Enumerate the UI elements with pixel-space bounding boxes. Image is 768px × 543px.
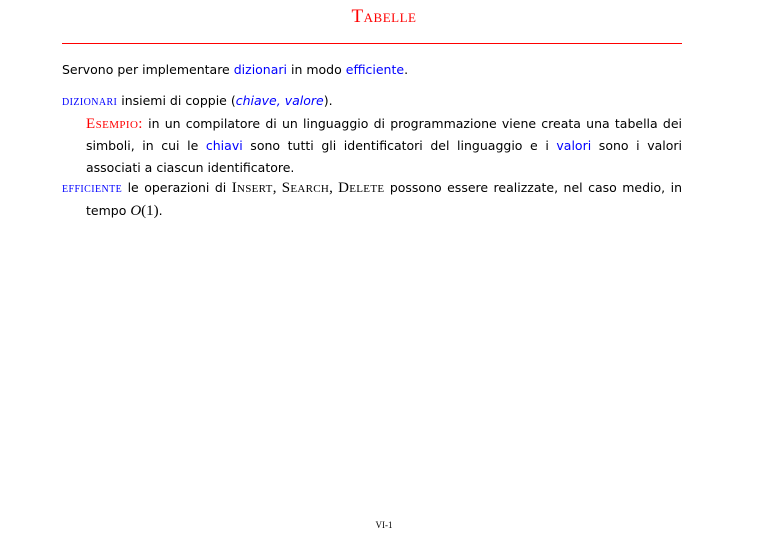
efficiente-text-2: possono essere realizzate, nel caso medio, in tempo — [86, 180, 682, 218]
delete-operation: Delete — [338, 180, 385, 196]
dizionari-entry — [62, 90, 682, 179]
page-number: VI-1 — [375, 520, 393, 530]
slide-title: Tabelle — [351, 6, 417, 27]
intro-text-2: in modo — [287, 62, 346, 77]
example-text-2: sono tutti gli identificatori del linguaggio e i — [242, 138, 557, 153]
efficiente-term: efficiente — [62, 181, 123, 196]
complexity-expression — [130, 203, 158, 219]
efficiente-link: efficiente — [345, 62, 405, 77]
intro-paragraph — [62, 59, 682, 81]
chiavi-link: chiavi — [205, 138, 243, 153]
example-text-1: in un compilatore di un linguaggio di programmazione viene creata una tabella dei simboli, in cui le — [86, 116, 682, 153]
operation-separator-2: , — [329, 180, 339, 196]
intro-text-1: Servono per implementare — [62, 62, 234, 77]
complexity-o: O — [130, 203, 142, 219]
operation-separator-1: , — [272, 180, 282, 196]
example-label: Esempio: — [86, 116, 143, 132]
pair-comma: , — [276, 93, 285, 108]
dizionari-definition-text-2: ). — [323, 93, 333, 108]
dizionari-link: dizionari — [233, 62, 288, 77]
search-operation: Search — [281, 180, 330, 196]
valori-link: valori — [556, 138, 592, 153]
dizionari-term: dizionari — [62, 94, 118, 109]
intro-text-3: . — [404, 62, 409, 77]
example-text-3: sono i valori associati a ciascun identificatore. — [86, 138, 682, 175]
efficiente-entry — [62, 177, 682, 222]
dizionari-definition-text-1: insiemi di coppie ( — [117, 93, 236, 108]
efficiente-text-1: le operazioni di — [122, 180, 232, 195]
title-divider — [62, 43, 682, 44]
insert-operation: Insert — [231, 180, 273, 196]
example-paragraph — [86, 113, 682, 179]
efficiente-text-3: . — [158, 203, 163, 218]
complexity-argument: (1) — [141, 203, 159, 219]
chiave-word: chiave — [235, 93, 277, 108]
valore-word: valore — [284, 93, 324, 108]
